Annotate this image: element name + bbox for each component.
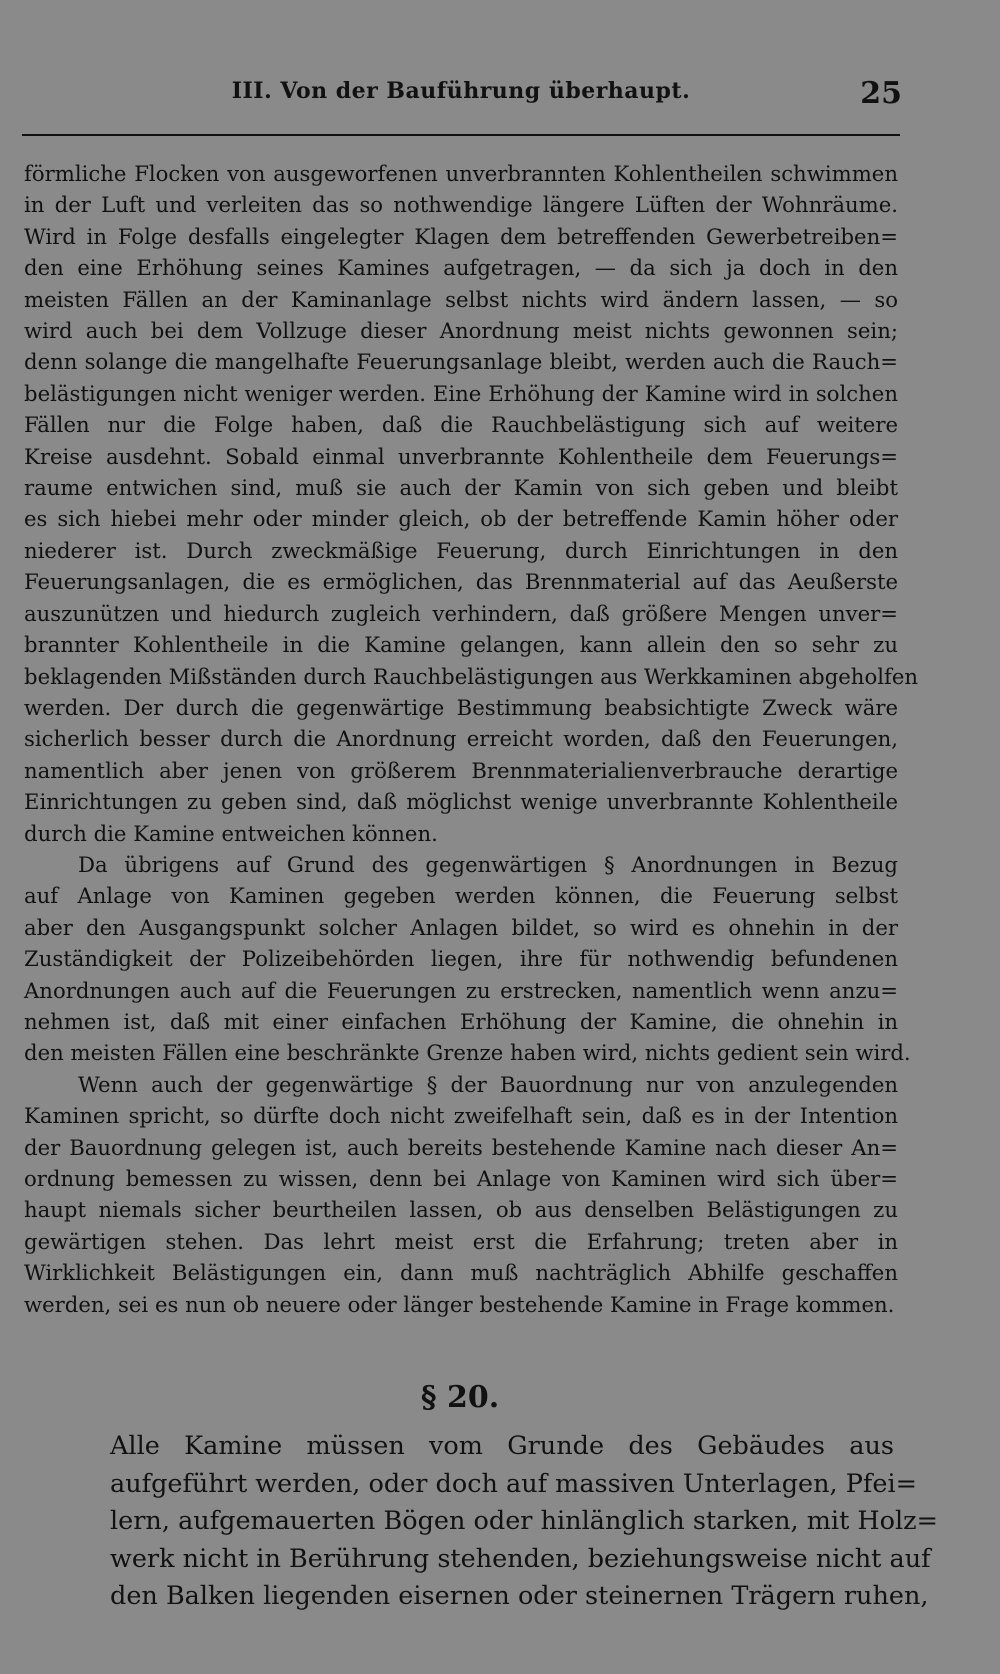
text-line: auf Anlage von Kaminen gegeben werden können, die Feuerung selbst: [24, 883, 898, 909]
text-line: aber den Ausgangspunkt solcher Anlagen bildet, so wird es ohnehin in der: [24, 914, 898, 940]
header-rule: [22, 134, 900, 136]
section-text: [110, 1428, 938, 1616]
text-line: meisten Fällen an der Kaminanlage selbst nichts wird ändern lassen, — so: [24, 286, 898, 312]
text-line: denn solange die mangelhafte Feuerungsanlage bleibt, werden auch die Rauch=: [24, 349, 898, 375]
text-line: Kaminen spricht, so dürfte doch nicht zweifelhaft sein, daß es in der Intention: [24, 1103, 898, 1129]
section-line: lern, aufgemauerten Bögen oder hinlänglich starken, mit Holz=: [110, 1506, 938, 1536]
text-line: raume entwichen sind, muß sie auch der Kamin von sich geben und bleibt: [24, 475, 898, 501]
text-line: Wirklichkeit Belästigungen ein, dann muß nachträglich Abhilfe geschaffen: [24, 1260, 898, 1286]
text-line: werden. Der durch die gegenwärtige Bestimmung beabsichtigte Zweck wäre: [24, 694, 898, 720]
text-line: in der Luft und verleiten das so nothwendige längere Lüften der Wohnräume.: [24, 192, 898, 218]
text-line: Wenn auch der gegenwärtige § der Bauordnung nur von anzulegenden: [78, 1071, 898, 1097]
text-line: Zuständigkeit der Polizeibehörden liegen, ihre für nothwendig befundenen: [24, 946, 898, 972]
text-line: namentlich aber jenen von größerem Brennmaterialienverbrauche derartige: [24, 757, 898, 783]
text-line: Feuerungsanlagen, die es ermöglichen, das Brennmaterial auf das Aeußerste: [24, 569, 898, 595]
text-line: ordnung bemessen zu wissen, denn bei Anlage von Kaminen wird sich über=: [24, 1166, 898, 1191]
text-line: Da übrigens auf Grund des gegenwärtigen § Anordnungen in Bezug: [78, 851, 898, 877]
text-line: gewärtigen stehen. Das lehrt meist erst die Erfahrung; treten aber in: [24, 1228, 898, 1254]
section-line: Alle Kamine müssen vom Grunde des Gebäudes aus: [110, 1431, 894, 1461]
text-line: sicherlich besser durch die Anordnung erreicht worden, daß den Feuerungen,: [24, 726, 898, 752]
text-line: haupt niemals sicher beurtheilen lassen, ob aus denselben Belästigungen zu: [24, 1197, 898, 1223]
text-line: Fällen nur die Folge haben, daß die Rauchbelästigung sich auf weitere: [24, 412, 898, 438]
text-line: es sich hiebei mehr oder minder gleich, ob der betreffende Kamin höher oder: [24, 506, 898, 532]
body-text: [24, 158, 919, 1320]
text-line: Anordnungen auch auf die Feuerungen zu erstrecken, namentlich wenn anzu=: [24, 977, 898, 1003]
text-line: belästigungen nicht weniger werden. Eine Erhöhung der Kamine wird in solchen: [24, 380, 898, 406]
text-line: nehmen ist, daß mit einer einfachen Erhöhung der Kamine, die ohnehin in: [24, 1008, 898, 1034]
text-line: der Bauordnung gelegen ist, auch bereits bestehende Kamine nach dieser An=: [24, 1134, 898, 1160]
section-line: den Balken liegenden eisernen oder steinernen Trägern ruhen,: [110, 1581, 929, 1611]
text-line: Einrichtungen zu geben sind, daß möglichst wenige unverbrannte Kohlentheile: [24, 789, 898, 815]
text-line: den eine Erhöhung seines Kamines aufgetragen, — da sich ja doch in den: [24, 255, 898, 281]
section-paragraph: [110, 1428, 938, 1616]
paragraph: [24, 1069, 898, 1320]
paragraph: [24, 158, 919, 849]
text-line: niederer ist. Durch zweckmäßige Feuerung, durch Einrichtungen in den: [24, 537, 898, 563]
text-line: durch die Kamine entweichen können.: [24, 820, 438, 846]
text-line: auszunützen und hiedurch zugleich verhindern, daß größere Mengen unver=: [24, 600, 898, 626]
text-line: brannter Kohlentheile in die Kamine gelangen, kann allein den so sehr zu: [24, 632, 898, 658]
page-number: 25: [860, 76, 902, 111]
text-line: werden, sei es nun ob neuere oder länger bestehende Kamine in Frage kommen.: [24, 1291, 895, 1317]
section-heading: § 20.: [420, 1380, 500, 1415]
text-line: Wird in Folge desfalls eingelegter Klagen dem betreffenden Gewerbetreiben=: [24, 223, 898, 249]
section-line: aufgeführt werden, oder doch auf massiven Unterlagen, Pfei=: [110, 1468, 917, 1499]
section-line: werk nicht in Berührung stehenden, beziehungsweise nicht auf: [110, 1543, 931, 1574]
text-line: wird auch bei dem Vollzuge dieser Anordnung meist nichts gewonnen sein;: [24, 318, 898, 344]
text-line: förmliche Flocken von ausgeworfenen unverbrannten Kohlentheilen schwimmen: [24, 161, 898, 186]
paragraph: [24, 849, 911, 1069]
text-line: Kreise ausdehnt. Sobald einmal unverbrannte Kohlentheile dem Feuerungs=: [24, 443, 898, 469]
text-line: beklagenden Mißständen durch Rauchbelästigungen aus Werkkaminen abgeholfen: [24, 663, 919, 689]
text-line: den meisten Fällen eine beschränkte Grenze haben wird, nichts gedient sein wird.: [24, 1040, 911, 1066]
running-header: [22, 78, 900, 118]
chapter-title: III. Von der Bauführung überhaupt.: [231, 78, 691, 104]
